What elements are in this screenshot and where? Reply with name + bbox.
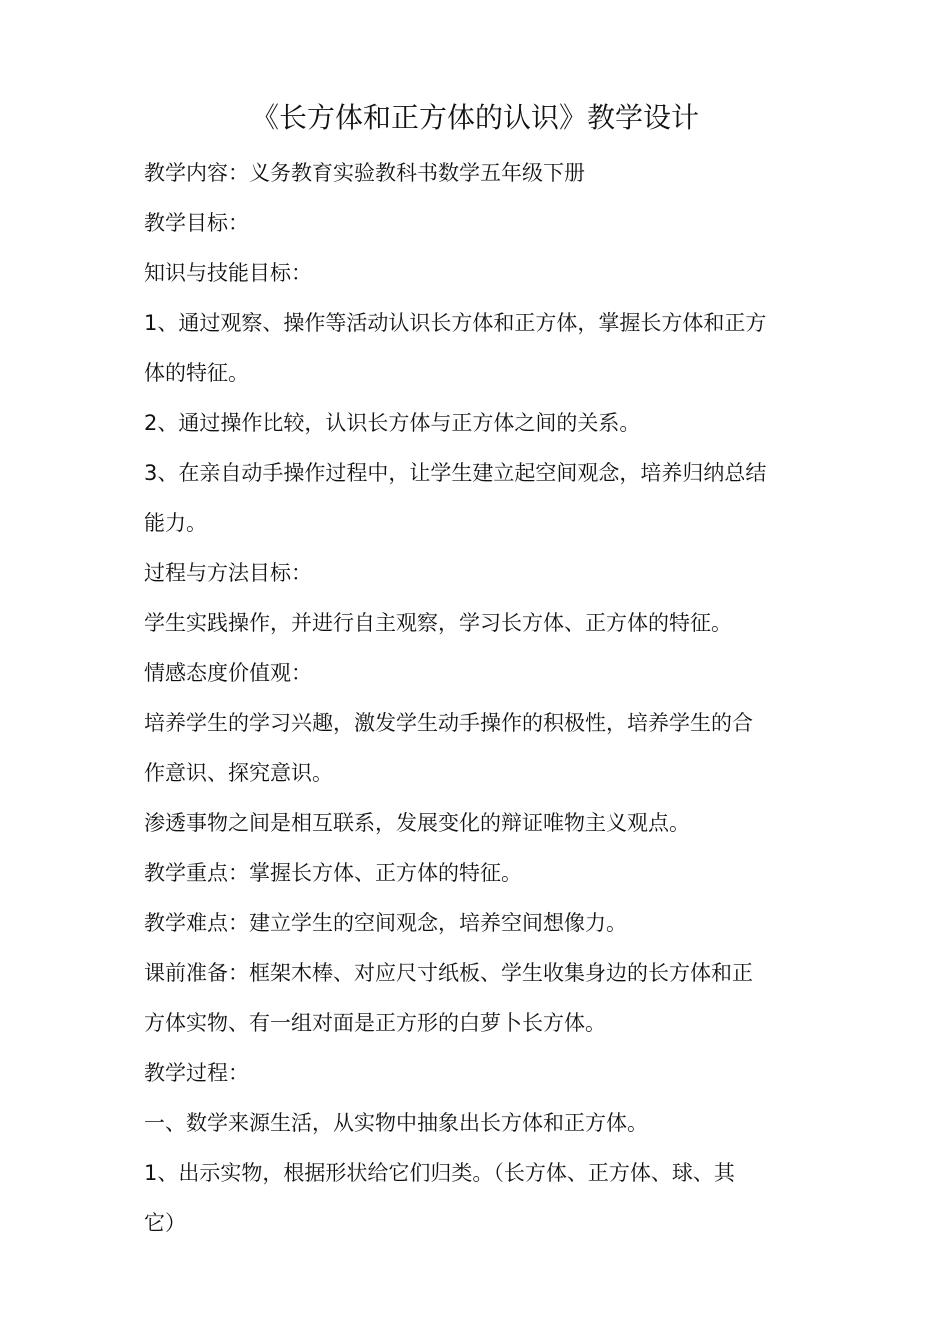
paragraph-line: 3、在亲自动手操作过程中，让学生建立起空间观念，培养归纳总结 — [144, 461, 767, 485]
paragraph-line: 它） — [144, 1211, 186, 1235]
section-heading: 知识与技能目标： — [144, 261, 312, 285]
paragraph-line: 课前准备：框架木棒、对应尺寸纸板、学生收集身边的长方体和正 — [144, 961, 753, 985]
section-heading: 情感态度价值观： — [144, 661, 312, 685]
paragraph-line: 作意识、探究意识。 — [144, 761, 333, 785]
paragraph-line: 一、数学来源生活，从实物中抽象出长方体和正方体。 — [144, 1111, 648, 1135]
section-heading: 教学目标： — [144, 211, 249, 235]
paragraph-line: 1、出示实物，根据形状给它们归类。（长方体、正方体、球、其 — [144, 1161, 735, 1185]
document-body — [144, 148, 812, 1248]
content-line: 教学重点：掌握长方体、正方体的特征。 — [144, 861, 522, 885]
content-line: 教学难点：建立学生的空间观念，培养空间想像力。 — [144, 911, 627, 935]
paragraph-line: 1、通过观察、操作等活动认识长方体和正方体，掌握长方体和正方 — [144, 311, 767, 335]
section-heading: 教学过程： — [144, 1061, 249, 1085]
paragraph-line: 学生实践操作，并进行自主观察，学习长方体、正方体的特征。 — [144, 611, 732, 635]
paragraph-line: 2、通过操作比较，认识长方体与正方体之间的关系。 — [144, 411, 641, 435]
paragraph-line: 体的特征。 — [144, 361, 249, 385]
document-title: 《长方体和正方体的认识》教学设计 — [250, 101, 699, 134]
content-line: 教学内容：义务教育实验教科书数学五年级下册 — [144, 161, 585, 185]
paragraph-line: 能力。 — [144, 511, 207, 535]
paragraph-line: 培养学生的学习兴趣，激发学生动手操作的积极性，培养学生的合 — [144, 711, 753, 735]
paragraph-line: 方体实物、有一组对面是正方形的白萝卜长方体。 — [144, 1011, 606, 1035]
paragraph-line: 渗透事物之间是相互联系，发展变化的辩证唯物主义观点。 — [144, 811, 690, 835]
section-heading: 过程与方法目标： — [144, 561, 312, 585]
